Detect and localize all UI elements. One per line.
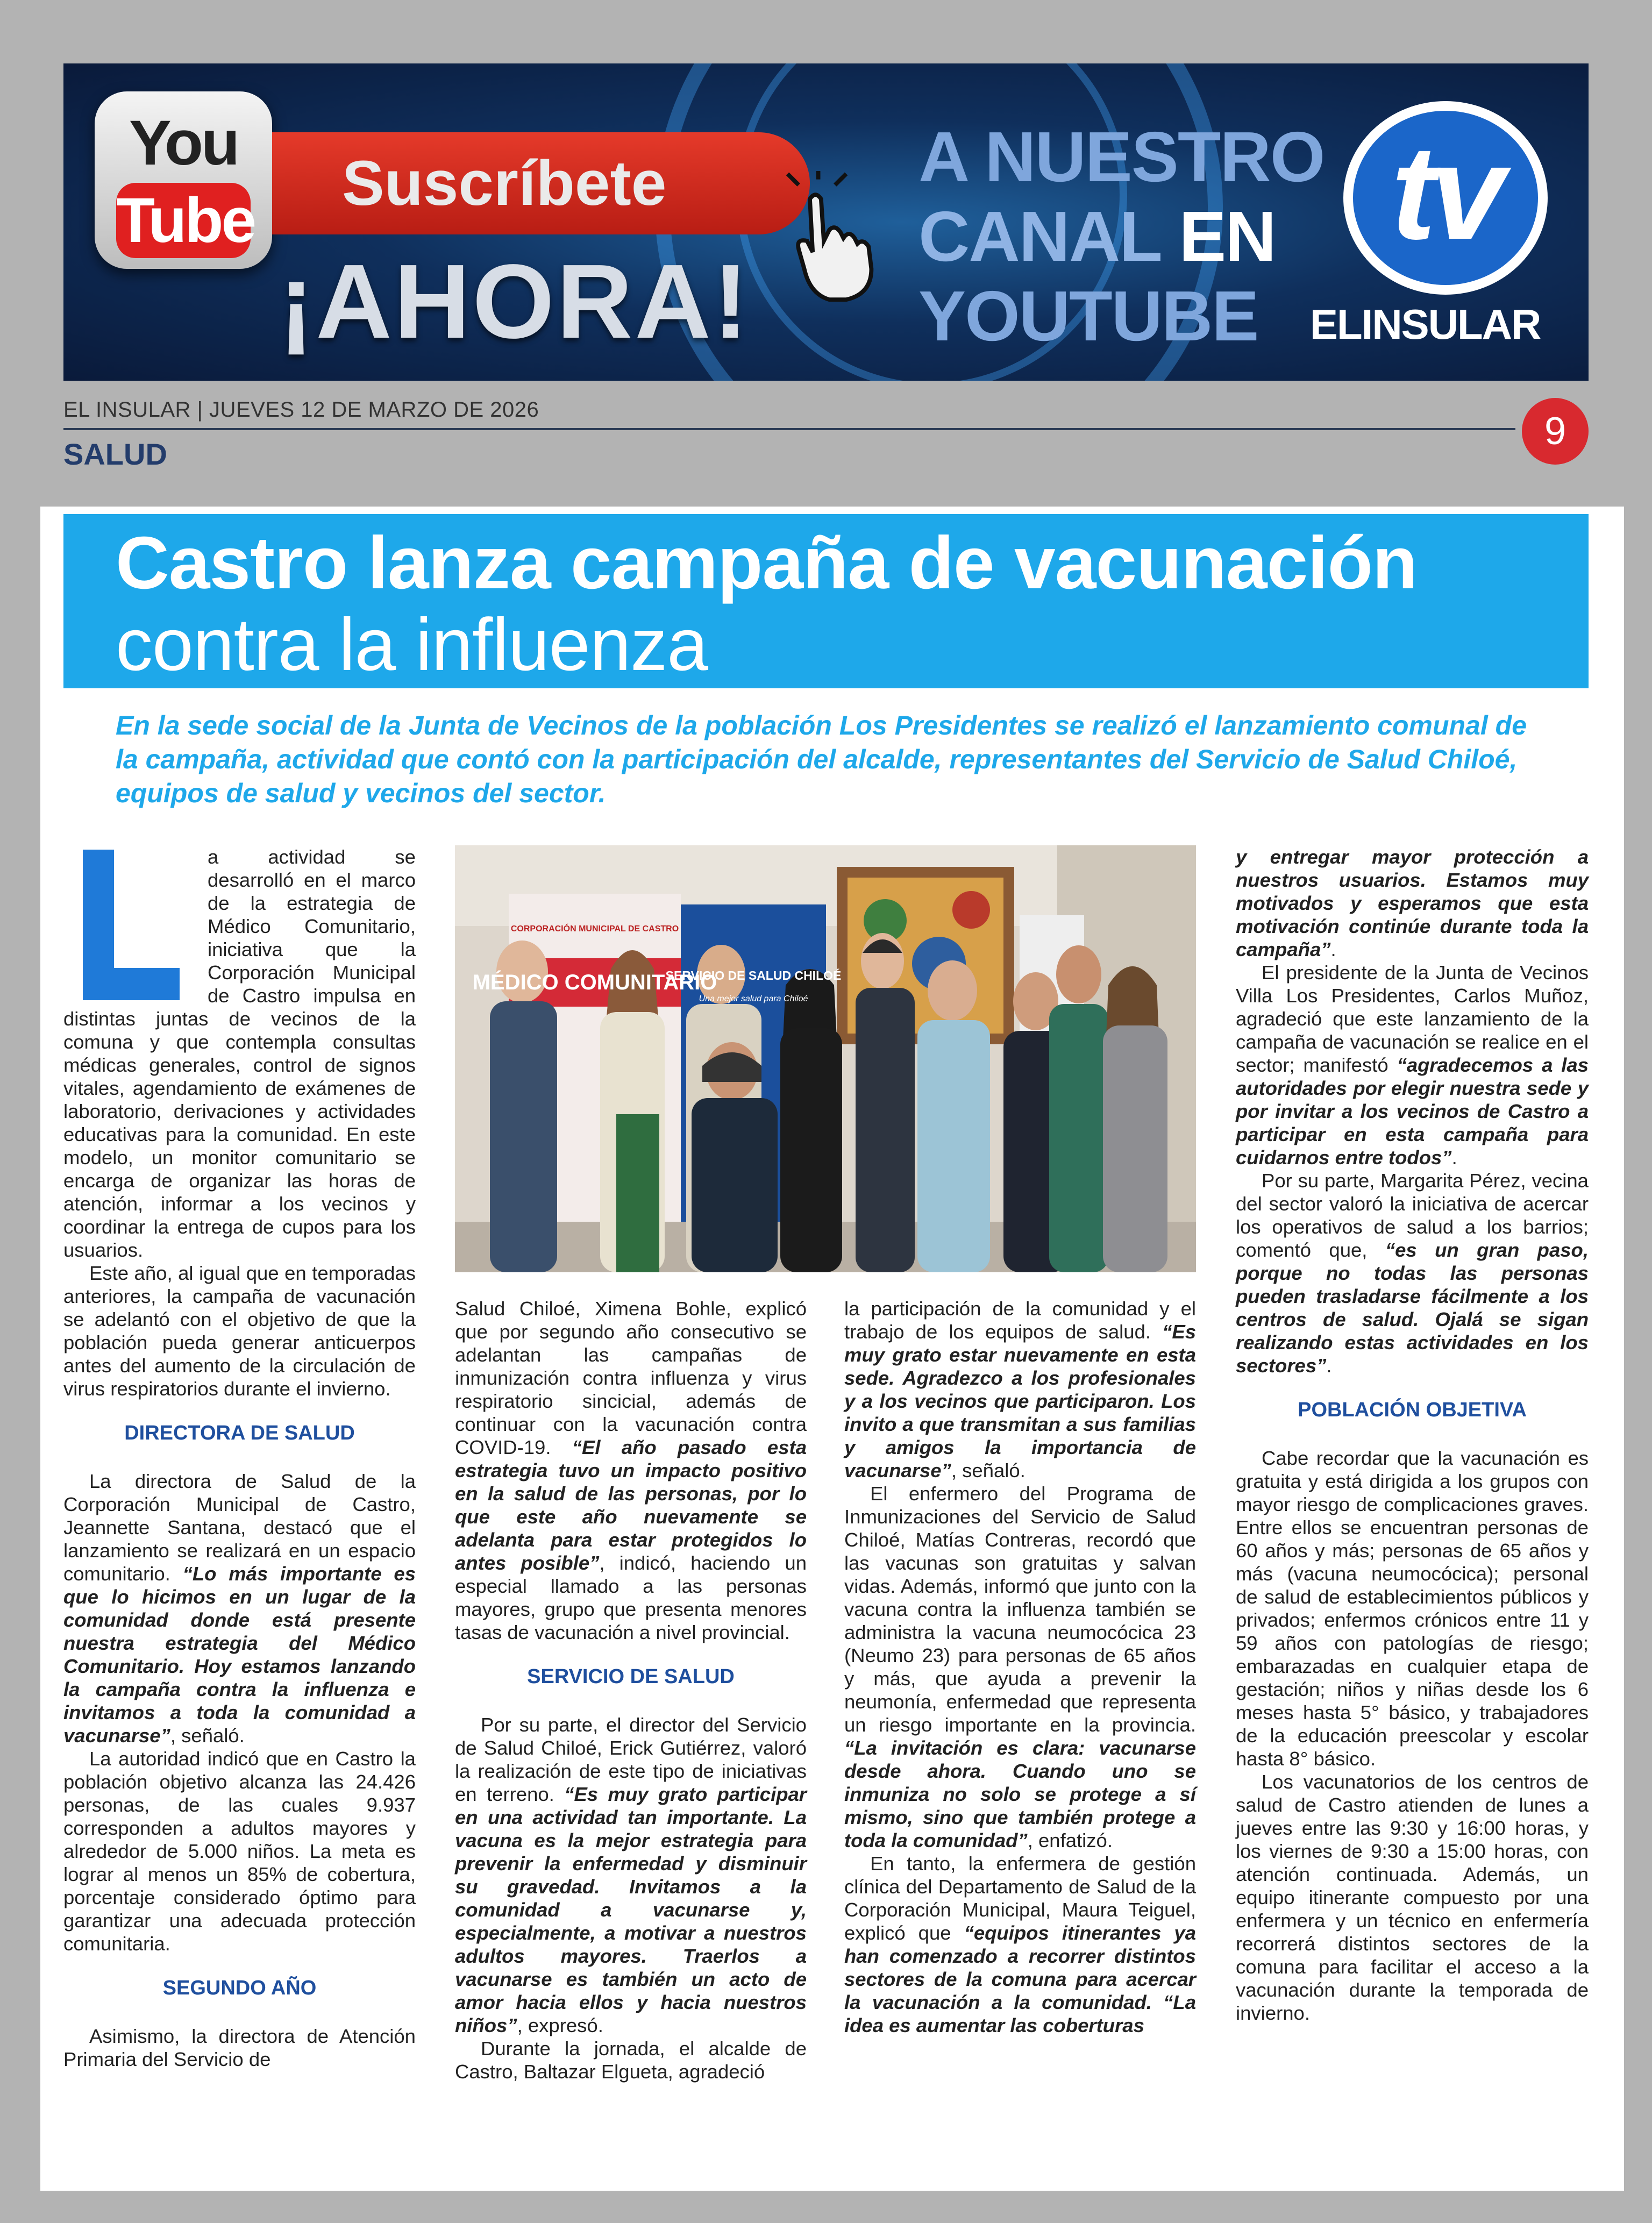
- paragraph: a actividad se desarrolló en el marco de la estrategia de Médico Comunitario, iniciativa que la Corporación Municipal de Castro impulsa en distintas juntas de vecinos de la comuna y que contempla consultas médicas generales, control de signos vitales, agendamiento de exámenes de laboratorio, derivaciones y actividades educativas para la comunidad. En este modelo, un monitor comunitario se encarga de organizar las horas de atención, informar a los vecinos y coordinar la entrega de cupos para los usuarios.: [63, 846, 416, 1261]
- section-label: SALUD: [63, 437, 167, 471]
- subscribe-button[interactable]: Suscríbete: [272, 132, 810, 234]
- paragraph: [844, 1482, 1196, 1852]
- paragraph: [844, 1852, 1196, 2037]
- youtube-logo: [95, 91, 272, 269]
- paragraph: Cabe recordar que la vacunación es gratuita y está dirigida a los grupos con mayor riesgo de complicaciones graves. Entre ellos se encuentran personas de 60 años y más; personas de 65 años y más (vacuna neumocócica); personal de salud de establecimientos públicos y privados; enfermos crónicos entre 11 y 59 años con patologías de riesgo; embarazadas en cualquier etapa de gestación; niños y niñas desde los 6 meses hasta 5° básico, y trabajadores de la educación preescolar y escolar hasta 8° básico.: [1236, 1447, 1589, 1770]
- paragraph: Los vacunatorios de los centros de salud de Castro atienden de lunes a jueves entre las 9:30 y 16:00 horas, y los viernes de 9:30 a 15:00 horas, con atención continuada. Además, un equipo itinerante compuesto por una enfermera y un técnico en enfermería recorrerá distintos sectores de la comuna para facilitar el acceso a la vacunación durante la temporada de invierno.: [1236, 1771, 1589, 2024]
- paragraph: Asimismo, la directora de Atención Primaria del Servicio de: [63, 2025, 416, 2070]
- paragraph-text: .: [1330, 938, 1336, 960]
- article-lead: En la sede social de la Junta de Vecinos de la población Los Presidentes se realizó el lanzamiento comunal de la campaña, actividad que contó con la participación del alcalde, representantes del Servicio de Salud Chiloé, equipos de salud y vecinos del sector.: [116, 710, 1527, 808]
- page-number-badge: 9: [1522, 398, 1589, 465]
- banner-tagline: [918, 117, 1324, 356]
- tagline-line3: YOUTUBE: [918, 276, 1258, 355]
- paragraph-text: .: [1326, 1355, 1332, 1377]
- column-3: [844, 1297, 1196, 2037]
- ahora-text: ¡AHORA!: [279, 243, 751, 360]
- tv-logo-text: tv: [1391, 117, 1500, 267]
- paragraph-text: El enfermero del Programa de Inmunizaciones del Servicio de Salud Chiloé, Matías Contreras, recordó que las vacunas son gratuitas y salvan vidas. Además, informó que junto con la vacuna contra la influenza también se administra la vacuna neumocócica 23 (Neumo 23) para personas de 65 años y más, que ayuda a prevenir la neumonía, enfermedad que representa un riesgo importante en la provincia.: [844, 1483, 1196, 1736]
- quote: “Lo más importante es que lo hicimos en un lugar de la comunidad donde está presente nuestra estrategia del Médico Comunitario. Hoy estamos lanzando la campaña contra la influenza e invitamos a toda la comunidad a vacunarse”: [63, 1563, 416, 1747]
- quote: y entregar mayor protección a nuestros usuarios. Estamos muy motivados y esperamos que esta motivación continúe durante toda la campaña”: [1236, 846, 1589, 960]
- article-photo[interactable]: [455, 845, 1196, 1272]
- youtube-logo-you: You: [129, 108, 238, 179]
- quote: “equipos itinerantes ya han comenzado a recorrer distintos sectores de la comuna para acercar la vacunación a la comunidad. “La idea es aumentar las coberturas: [844, 1922, 1196, 2036]
- subhead-segundo-ano: SEGUNDO AÑO: [162, 1977, 317, 1999]
- dropcap-letter: [63, 845, 64, 846]
- paragraph: [1236, 1169, 1589, 1377]
- paragraph-text: En tanto, la enfermera de gestión clínica del Departamento de Salud de la Corporación Municipal, Maura Teiguel, explicó que: [844, 1852, 1196, 1944]
- youtube-logo-tube: Tube: [116, 183, 251, 258]
- header-divider: [63, 428, 1515, 430]
- youtube-banner[interactable]: [63, 63, 1589, 381]
- dropcap-l: [63, 845, 198, 999]
- paragraph-text: , enfatizó.: [1027, 1829, 1113, 1851]
- paragraph-text: , señaló.: [170, 1725, 245, 1747]
- tagline-line1: A NUESTRO: [918, 117, 1325, 196]
- paragraph-text: , expresó.: [517, 2014, 603, 2036]
- quote: “El año pasado esta estrategia tuvo un impacto positivo en la salud de las personas, por lo que este año nuevamente se adelanta para estar protegidos lo antes posible”: [455, 1436, 807, 1574]
- pointing-hand-icon: [768, 171, 908, 311]
- paragraph-text: El presidente de la Junta de Vecinos Villa Los Presidentes, Carlos Muñoz, agradeció que este lanzamiento de la campaña de vacunación se realice en el sector; manifestó: [1236, 961, 1589, 1076]
- column-1: [63, 845, 416, 2071]
- photo-servicio-sub: Una mejor salud para Chiloé: [699, 994, 808, 1003]
- paragraph-text: La directora de Salud de la Corporación Municipal de Castro, Jeannette Santana, destacó que el lanzamiento se realizará en un espacio comunitario.: [63, 1470, 416, 1585]
- quote: “agradecemos a las autoridades por elegir nuestra sede y por invitar a los vecinos de Castro a participar en esta campaña para cuidarnos entre todos”: [1236, 1054, 1589, 1168]
- paragraph-text: , señaló.: [951, 1459, 1026, 1481]
- paragraph: La autoridad indicó que en Castro la población objetivo alcanza las 24.426 personas, de las cuales 9.937 corresponden a adultos mayores y alrededor de 5.000 niños. La meta es lograr al menos un 85% de cobertura, porcentaje considerado óptimo para garantizar una adecuada protección comunitaria.: [63, 1748, 416, 1955]
- tagline-line2: [918, 197, 1324, 276]
- quote: “Es muy grato estar nuevamente en esta sede. Agradezco a los profesionales y a los vecinos que participaron. Los invito a que transmitan a sus familias y amigos la importancia de vacunarse”: [844, 1321, 1196, 1481]
- headline-title: Castro lanza campaña de vacunación: [116, 522, 1418, 604]
- paragraph: [63, 1470, 416, 1747]
- paragraph: [1236, 961, 1589, 1169]
- paragraph-text: Por su parte, Margarita Pérez, vecina del sector valoró la iniciativa de acercar los operativos de salud a los barrios; comentó que,: [1236, 1170, 1589, 1261]
- paragraph: Durante la jornada, el alcalde de Castro, Baltazar Elgueta, agradeció: [455, 2037, 807, 2083]
- subhead-directora: DIRECTORA DE SALUD: [124, 1422, 355, 1444]
- photo-org-label: CORPORACIÓN MUNICIPAL DE CASTRO: [510, 924, 679, 934]
- tagline-en: EN: [1179, 197, 1276, 276]
- column-4: [1236, 845, 1589, 2025]
- headline-subtitle: contra la influenza: [116, 603, 708, 686]
- elinsular-brand: ELINSULAR: [1310, 301, 1541, 348]
- subhead-servicio: SERVICIO DE SALUD: [527, 1665, 735, 1688]
- photo-servicio-label: SERVICIO DE SALUD CHILOÉ: [665, 968, 842, 982]
- paragraph: [844, 1297, 1196, 1482]
- quote: “Es muy grato participar en una actividad tan importante. La vacuna es la mejor estrategia para prevenir la enfermedad y disminuir su gravedad. Invitamos a la comunidad a vacunarse y, especialmente, a motivar a nuestros adultos mayores. Traerlos a vacunarse es también un acto de amor hacia ellos y hacia nuestros niños”: [455, 1783, 807, 2036]
- quote: “La invitación es clara: vacunarse desde ahora. Cuando uno se inmuniza no solo se protege a sí mismo, sino que también protege a toda la comunidad”: [844, 1737, 1196, 1851]
- dateline: EL INSULAR | JUEVES 12 DE MARZO DE 2026: [63, 398, 539, 422]
- subhead-poblacion: POBLACIÓN OBJETIVA: [1298, 1399, 1527, 1421]
- group-photo-illustration: [455, 845, 1196, 1272]
- paragraph-text: Salud Chiloé, Ximena Bohle, explicó que por segundo año consecutivo se adelantan las campañas de inmunización contra influenza y virus respiratorio sincicial, además de continuar con la vacunación contra COVID-19.: [455, 1298, 807, 1458]
- tv-logo: [1343, 101, 1548, 295]
- quote: “es un gran paso, porque no todas las personas pueden trasladarse fácilmente a los centros de salud. Ojalá se sigan realizando estas actividades en los sectores”: [1236, 1239, 1589, 1377]
- paragraph-text: la participación de la comunidad y el trabajo de los equipos de salud.: [844, 1298, 1196, 1343]
- photo-medico-label: MÉDICO COMUNITARIO: [472, 971, 717, 994]
- paragraph: [1236, 845, 1589, 961]
- paragraph: [455, 1297, 807, 1644]
- tagline-canal: CANAL: [918, 197, 1160, 276]
- paragraph-text: Por su parte, el director del Servicio de Salud Chiloé, Erick Gutiérrez, valoró la realización de este tipo de iniciativas en terreno.: [455, 1714, 807, 1805]
- column-2: [455, 1297, 807, 2083]
- paragraph: Este año, al igual que en temporadas anteriores, la campaña de vacunación se adelantó con el objetivo de que la población pueda generar anticuerpos antes del aumento de la circulación de virus respiratorios durante el invierno.: [63, 1262, 416, 1400]
- paragraph-text: .: [1451, 1146, 1457, 1168]
- paragraph: [455, 1713, 807, 2037]
- paragraph-text: , indicó, haciendo un especial llamado a las personas mayores, grupo que presenta menores tasas de vacunación a nivel provincial.: [455, 1552, 807, 1643]
